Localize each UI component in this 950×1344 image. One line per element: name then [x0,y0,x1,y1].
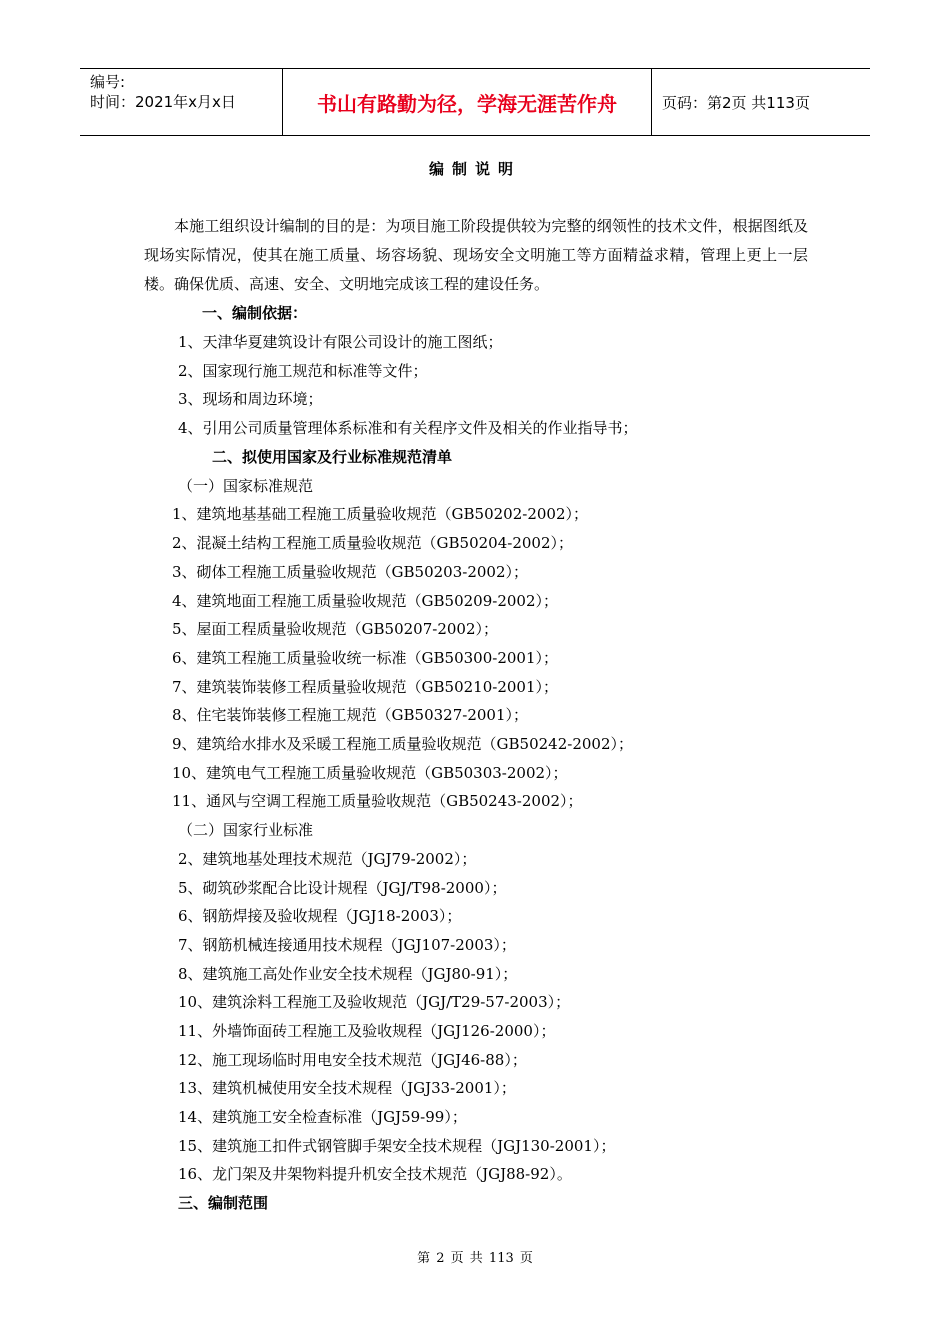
header-meta [80,69,282,135]
page-footer: 第 2 页 共 113 页 [417,1251,533,1266]
industry-standard-item: 5、砌筑砂浆配合比设计规程（JGJ/T98-2000）； [178,879,507,897]
section2-heading: 二、拟使用国家及行业标准规范清单 [212,448,453,466]
standard-item: 2、混凝土结构工程施工质量验收规范（GB50204-2002）； [172,534,574,552]
standard-item: 7、建筑装饰装修工程质量验收规范（GB50210-2001）； [172,678,559,696]
section3-heading: 三、编制范围 [178,1194,269,1212]
section1-item: 3、现场和周边环境； [178,390,323,408]
standard-item: 11、通风与空调工程施工质量验收规范（GB50243-2002）； [172,792,583,810]
standard-item: 10、建筑电气工程施工质量验收规范（GB50303-2002）； [172,764,568,782]
document-title: 编制说明 [428,160,521,178]
sub2-heading: （二）国家行业标准 [178,821,314,839]
industry-standard-item: 11、外墙饰面砖工程施工及验收规程（JGJ126-2000）； [178,1022,556,1040]
standard-item: 9、建筑给水排水及采暖工程施工质量验收规范（GB50242-2002）； [172,735,634,753]
industry-standard-item: 15、建筑施工扣件式钢管脚手架安全技术规程（JGJ130-2001）； [178,1137,616,1155]
header-motto: 书山有路勤为径，学海无涯苦作舟 [282,69,652,135]
section1-heading: 一、编制依据： [202,304,308,322]
page-header [80,68,870,136]
standard-item: 3、砌体工程施工质量验收规范（GB50203-2002）； [172,563,529,581]
sub1-heading: （一）国家标准规范 [178,477,314,495]
standard-item: 4、建筑地面工程施工质量验收规范（GB50209-2002）； [172,592,559,610]
industry-standard-item: 13、建筑机械使用安全技术规程（JGJ33-2001）； [178,1079,516,1097]
industry-standard-item: 10、建筑涂料工程施工及验收规范（JGJ/T29-57-2003）； [178,993,571,1011]
industry-standard-item: 2、建筑地基处理技术规范（JGJ79-2002）； [178,850,477,868]
industry-standard-item: 8、建筑施工高处作业安全技术规程（JGJ80-91）； [178,965,518,983]
industry-standard-item: 6、钢筋焊接及验收规程（JGJ18-2003）； [178,907,462,925]
intro-paragraph [144,212,808,299]
section1-item: 4、引用公司质量管理体系标准和有关程序文件及相关的作业指导书； [178,419,638,437]
header-page-info: 页码：第2页 共113页 [662,93,810,112]
section1-item: 1、天津华夏建筑设计有限公司设计的施工图纸； [178,333,503,351]
industry-standard-item: 7、钢筋机械连接通用技术规程（JGJ107-2003）； [178,936,516,954]
industry-standard-item: 12、施工现场临时用电安全技术规范（JGJ46-88）； [178,1051,527,1069]
industry-standard-item: 16、龙门架及井架物料提升机安全技术规范（JGJ88-92）。 [178,1165,572,1183]
document-date: 时间：2021年x月x日 [90,93,236,111]
intro-text: 本施工组织设计编制的目的是：为项目施工阶段提供较为完整的纲领性的技术文件，根据图纸及现场实际情况，使其在施工质量、场容场貌、现场安全文明施工等方面精益求精，管理上更上一层楼。确保优质、高速、安全、文明地完成该工程的建设任务。 [144,217,808,293]
industry-standard-item: 14、建筑施工安全检查标准（JGJ59-99）； [178,1108,467,1126]
document-number-label: 编号: [90,73,126,91]
standard-item: 6、建筑工程施工质量验收统一标准（GB50300-2001）； [172,649,559,667]
standard-item: 1、建筑地基基础工程施工质量验收规范（GB50202-2002）； [172,505,589,523]
standard-item: 5、屋面工程质量验收规范（GB50207-2002）； [172,620,499,638]
standard-item: 8、住宅装饰装修工程施工规范（GB50327-2001）； [172,706,529,724]
section1-item: 2、国家现行施工规范和标准等文件； [178,362,428,380]
